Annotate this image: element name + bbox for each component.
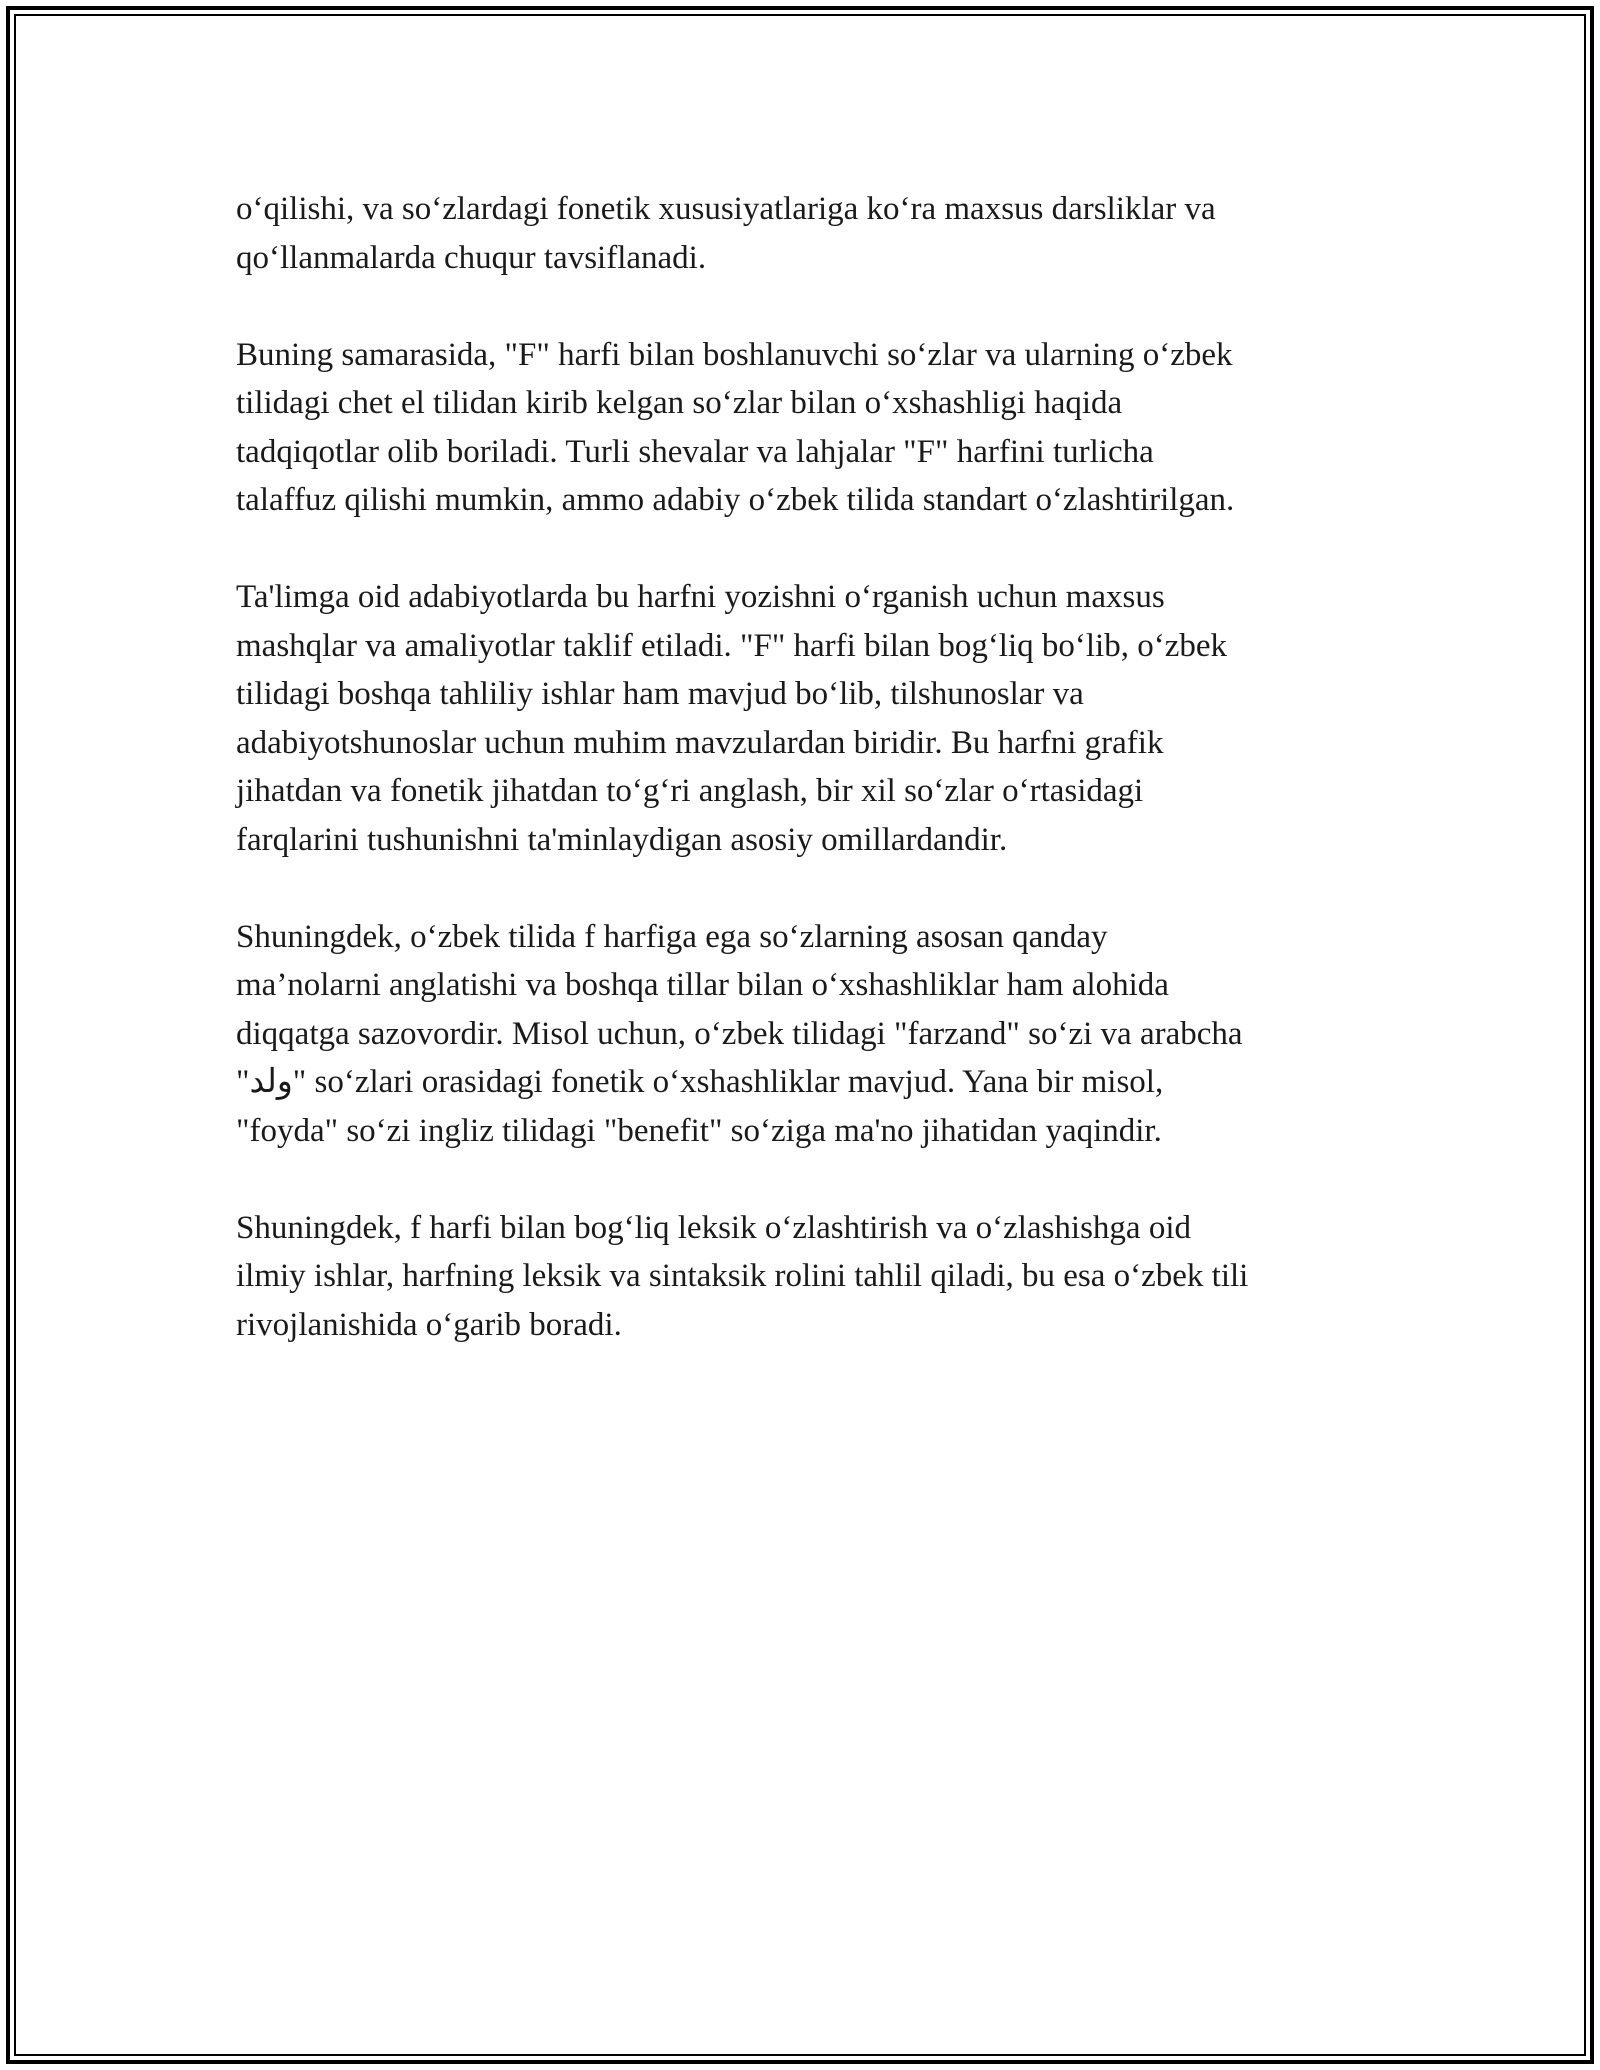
text-line: "foyda" so‘zi ingliz tilidagi "benefit" so‘ziga ma'no jihatidan yaqindir. bbox=[236, 1112, 1162, 1149]
paragraph-3 bbox=[236, 573, 1396, 864]
text-line: tadqiqotlar olib boriladi. Turli shevalar va lahjalar "F" harfini turlicha bbox=[236, 433, 1154, 470]
text-line: tilidagi chet el tilidan kirib kelgan so‘zlar bilan o‘xshashligi haqida bbox=[236, 385, 1123, 421]
text-line: qo‘llanmalarda chuqur tavsiflanadi. bbox=[236, 239, 707, 276]
paragraph-5 bbox=[236, 1204, 1396, 1350]
paragraph-1 bbox=[236, 185, 1396, 282]
text-line: o‘qilishi, va so‘zlardagi fonetik xususiyatlariga ko‘ra maxsus darsliklar va bbox=[236, 191, 1216, 227]
text-line: farqlarini tushunishni ta'minlaydigan asosiy omillardandir. bbox=[236, 821, 1008, 858]
text-line: diqqatga sazovordir. Misol uchun, o‘zbek tilidagi "farzand" so‘zi va arabcha bbox=[236, 1015, 1243, 1052]
document-body bbox=[236, 185, 1396, 1398]
paragraph-2 bbox=[236, 331, 1396, 525]
text-line: adabiyotshunoslar uchun muhim mavzulardan biridir. Bu harfni grafik bbox=[236, 724, 1164, 761]
text-line: talaffuz qilishi mumkin, ammo adabiy o‘zbek tilida standart o‘zlashtirilgan. bbox=[236, 482, 1235, 518]
text-line: mashqlar va amaliyotlar taklif etiladi. "F" harfi bilan bog‘liq bo‘lib, o‘zbek bbox=[236, 627, 1227, 664]
text-line: Shuningdek, f harfi bilan bog‘liq leksik o‘zlashtirish va o‘zlashishga oid bbox=[236, 1209, 1191, 1246]
text-line: jihatdan va fonetik jihatdan to‘g‘ri anglash, bir xil so‘zlar o‘rtasidagi bbox=[236, 773, 1144, 809]
text-line: "⁨ولد⁩" so‘zlari orasidagi fonetik o‘xshashliklar mavjud. Yana bir misol, bbox=[236, 1064, 1164, 1100]
text-line: ilmiy ishlar, harfning leksik va sintaksik rolini tahlil qiladi, bu esa o‘zbek tili bbox=[236, 1258, 1249, 1294]
paragraph-4 bbox=[236, 913, 1396, 1156]
text-line: Ta'limga oid adabiyotlarda bu harfni yozishni o‘rganish uchun maxsus bbox=[236, 579, 1165, 615]
text-line: tilidagi boshqa tahliliy ishlar ham mavjud bo‘lib, tilshunoslar va bbox=[236, 676, 1084, 712]
text-line: Buning samarasida, "F" harfi bilan boshlanuvchi so‘zlar va ularning o‘zbek bbox=[236, 336, 1233, 373]
text-line: ma’nolarni anglatishi va boshqa tillar bilan o‘xshashliklar ham alohida bbox=[236, 967, 1169, 1003]
text-line: Shuningdek, o‘zbek tilida f harfiga ega so‘zlarning asosan qanday bbox=[236, 918, 1108, 955]
text-line: rivojlanishida o‘garib boradi. bbox=[236, 1306, 622, 1343]
